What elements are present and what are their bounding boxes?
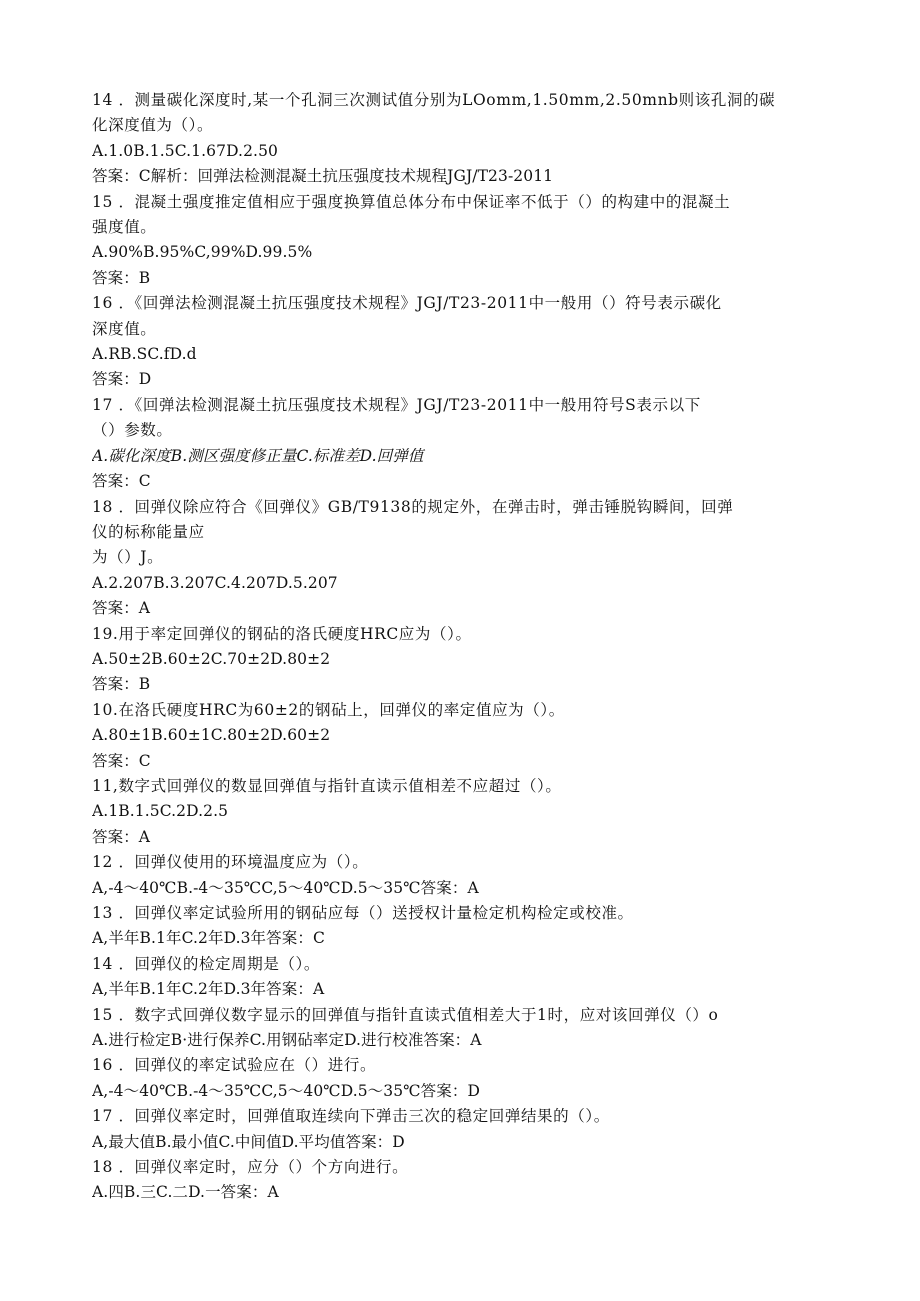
question-line: 17 ．回弹仪率定时，回弹值取连续向下弹击三次的稳定回弹结果的（）。 (92, 1107, 610, 1126)
answer-line: 答案：C解析：回弹法检测混凝土抗压强度技术规程JGJ/T23-2011 (92, 167, 554, 186)
question-line: 14 ．测量碳化深度时,某一个孔洞三次测试值分别为LOomm,1.50mm,2.50mnb则该孔洞的碳 (92, 91, 776, 109)
options-line: A.80±1B.60±1C.80±2D.60±2 (92, 726, 331, 745)
question-line: 13 ．回弹仪率定试验所用的钢砧应每（）送授权计量检定机构检定或校准。 (92, 904, 634, 922)
options-line: A.1.0B.1.5C.1.67D.2.50 (92, 141, 278, 160)
options-line: A,-4～40℃B.-4～35℃C,5～40℃D.5～35℃答案：A (92, 878, 479, 897)
answer-line: 答案：B (92, 675, 151, 694)
options-line: A,半年B.1年C.2年D.3年答案：A (92, 980, 325, 999)
question-line: 强度值。 (92, 218, 157, 237)
options-line: A.2.207B.3.207C.4.207D.5.207 (92, 573, 338, 592)
question-line: 17 ．《回弹法检测混凝土抗压强度技术规程》JGJ/T23-2011中一般用符号S表示以下 (92, 395, 701, 414)
question-line: 化深度值为（）。 (92, 116, 214, 135)
question-line: 11,数字式回弹仪的数显回弹值与指针直读示值相差不应超过（）。 (92, 776, 562, 795)
question-line: 10.在洛氏硬度HRC为60±2的钢砧上，回弹仪的率定值应为（）。 (92, 700, 565, 719)
options-line: A.四B.三C.二D.一答案：A (92, 1183, 279, 1202)
answer-line: 答案：C (92, 751, 151, 770)
answer-line: 答案：B (92, 268, 151, 287)
options-line: A.1B.1.5C.2D.2.5 (92, 802, 229, 821)
options-line: A.RB.SC.fD.d (92, 345, 197, 364)
answer-line: 答案：A (92, 827, 151, 846)
answer-line: 答案：A (92, 599, 151, 618)
question-line: 深度值。 (92, 319, 157, 338)
answer-line: 答案：C (92, 472, 151, 491)
question-line: 15 ．混凝土强度推定值相应于强度换算值总体分布中保证率不低于（）的构建中的混凝土 (92, 192, 731, 211)
question-line: 为（）J。 (92, 548, 164, 567)
question-line: 19.用于率定回弹仪的钢砧的洛氏硬度HRC应为（）。 (92, 624, 472, 643)
options-line: A.碳化深度B.测区强度修正量C.标准差D.回弹值 (92, 446, 424, 465)
question-line: （）参数。 (92, 421, 173, 440)
question-line: 18 ．回弹仪率定时，应分（）个方向进行。 (92, 1158, 409, 1177)
document-body (92, 88, 850, 1206)
question-line: 15 ．数字式回弹仪数字显示的回弹值与指针直读式值相差大于1时，应对该回弹仪（）o (92, 1005, 719, 1024)
question-line: 18 ．回弹仪除应符合《回弹仪》GB/T9138的规定外，在弹击时，弹击锤脱钩瞬间，回弹 (92, 497, 734, 516)
options-line: A.50±2B.60±2C.70±2D.80±2 (92, 649, 331, 668)
question-line: 12 ．回弹仪使用的环境温度应为（）。 (92, 853, 369, 872)
question-line: 16 ．《回弹法检测混凝土抗压强度技术规程》JGJ/T23-2011中一般用（）符号表示碳化 (92, 294, 722, 313)
options-line: A,半年B.1年C.2年D.3年答案：C (92, 929, 325, 948)
options-line: A.进行检定B·进行保养C.用钢砧率定D.进行校准答案：A (92, 1031, 482, 1050)
options-line: A,最大值B.最小值C.中间值D.平均值答案：D (92, 1132, 405, 1151)
question-line: 仪的标称能量应 (92, 522, 205, 541)
answer-line: 答案：D (92, 370, 152, 389)
options-line: A,-4～40℃B.-4～35℃C,5～40℃D.5～35℃答案：D (92, 1081, 480, 1100)
options-line: A.90%B.95%C,99%D.99.5% (92, 243, 313, 262)
question-line: 16 ．回弹仪的率定试验应在（）进行。 (92, 1056, 377, 1075)
question-line: 14 ．回弹仪的检定周期是（）。 (92, 954, 321, 973)
